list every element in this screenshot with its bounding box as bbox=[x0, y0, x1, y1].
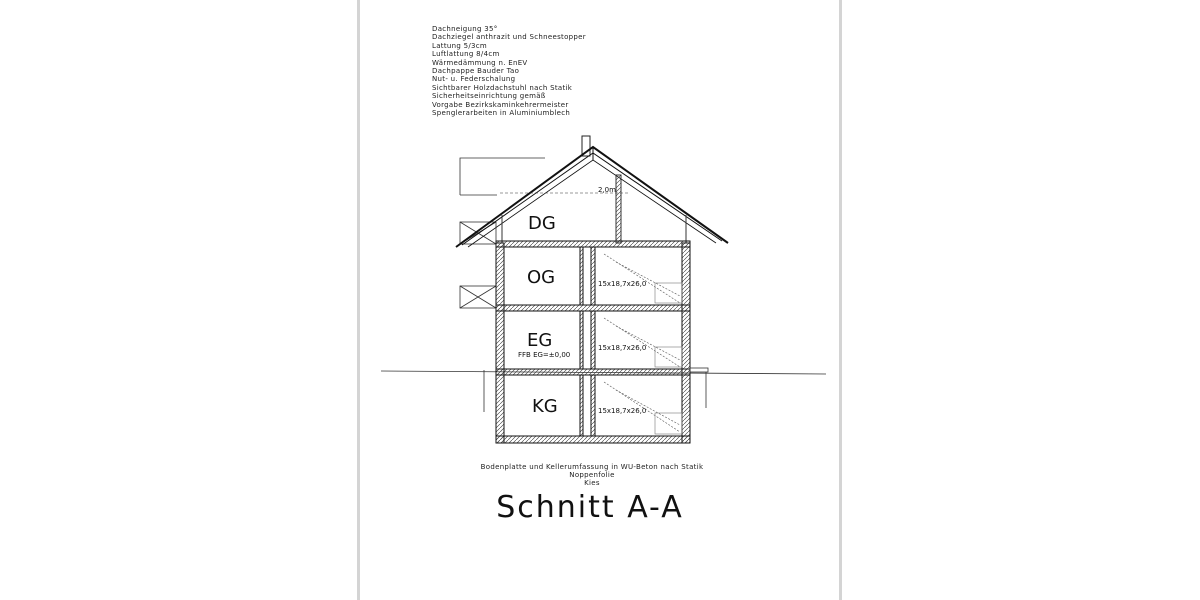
floor-label-dg: DG bbox=[528, 213, 556, 234]
note-line: Sichtbarer Holzdachstuhl nach Statik bbox=[432, 83, 573, 92]
note-line: Luftlattung 8/4cm bbox=[432, 50, 500, 59]
eg-level-label: FFB EG=±0,00 bbox=[518, 351, 571, 359]
stair-spec-kg: 15x18,7x26,0 bbox=[598, 407, 647, 415]
floor-label-kg: KG bbox=[532, 396, 558, 417]
note-line: Lattung 5/3cm bbox=[432, 41, 488, 50]
note-line: Dachziegel anthrazit und Schneestopper bbox=[432, 33, 586, 42]
note-line: Nut- u. Federschalung bbox=[432, 75, 516, 84]
note-line: Spenglerarbeiten in Aluminiumblech bbox=[432, 109, 571, 118]
stair-spec-og: 15x18,7x26,0 bbox=[598, 280, 647, 288]
drawing-title: Schnitt A-A bbox=[496, 490, 684, 525]
roof bbox=[456, 147, 728, 247]
note-line: Sicherheitseinrichtung gemäß bbox=[432, 92, 546, 101]
interior-walls bbox=[580, 247, 595, 436]
footer-line: Kies bbox=[584, 479, 600, 488]
note-line: Wärmedämmung n. EnEV bbox=[432, 58, 528, 67]
exterior-terrace bbox=[690, 368, 708, 408]
attic-height-label: 2,0m bbox=[598, 186, 616, 194]
note-line: Dachpappe Bauder Tao bbox=[432, 67, 520, 76]
stair-spec-eg: 15x18,7x26,0 bbox=[598, 344, 647, 352]
footer-line: Bodenplatte und Kellerumfassung in WU-Beton nach Statik bbox=[480, 463, 704, 471]
floor-label-og: OG bbox=[527, 267, 556, 288]
note-line: Dachneigung 35° bbox=[432, 25, 498, 33]
floor-label-eg: EG bbox=[527, 330, 553, 351]
foundation-notes bbox=[442, 463, 742, 488]
note-line: Vorgabe Bezirkskaminkehrermeister bbox=[432, 100, 569, 109]
footer-line: Noppenfolie bbox=[569, 471, 615, 480]
